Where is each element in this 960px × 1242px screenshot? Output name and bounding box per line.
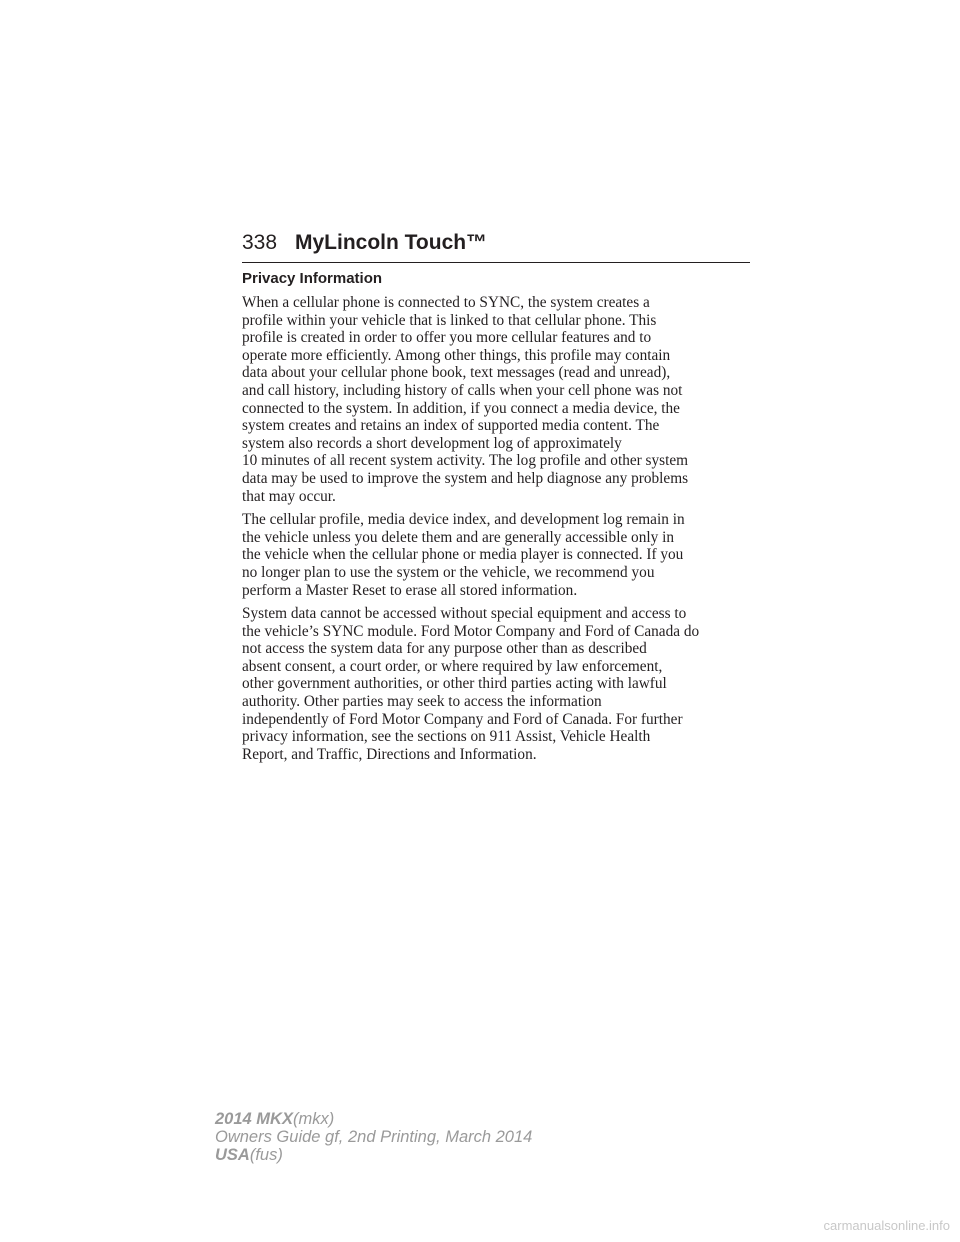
text-line: the vehicle unless you delete them and are generally accessible only in xyxy=(242,528,674,546)
text-line: independently of Ford Motor Company and Ford of Canada. For further xyxy=(242,710,683,728)
footer-line-market xyxy=(215,1146,532,1164)
text-line: The cellular profile, media device index, and development log remain in xyxy=(242,511,685,529)
page-header xyxy=(242,228,750,263)
footer-model-name: 2014 MKX xyxy=(215,1110,293,1128)
document-footer xyxy=(215,1110,532,1164)
text-line: system creates and retains an index of supported media content. The xyxy=(242,417,660,435)
text-line: profile within your vehicle that is linked to that cellular phone. This xyxy=(242,311,657,329)
paragraph-2 xyxy=(242,511,754,599)
footer-line-model xyxy=(215,1110,532,1128)
text-line: privacy information, see the sections on 911 Assist, Vehicle Health xyxy=(242,728,651,746)
page-content xyxy=(242,270,754,769)
page-number: 338 xyxy=(242,231,278,254)
text-line: profile is created in order to offer you more cellular features and to xyxy=(242,329,652,347)
text-line: connected to the system. In addition, if you connect a media device, the xyxy=(242,399,680,417)
text-line: authority. Other parties may seek to access the information xyxy=(242,693,602,711)
section-heading: Privacy Information xyxy=(242,270,383,287)
footer-market-code: (fus) xyxy=(249,1146,283,1164)
text-line: data may be used to improve the system and help diagnose any problems xyxy=(242,469,689,487)
text-line: other government authorities, or other third parties acting with lawful xyxy=(242,675,667,693)
chapter-title: MyLincoln Touch™ xyxy=(295,231,488,254)
paragraph-3 xyxy=(242,605,754,763)
paragraph-1 xyxy=(242,294,754,505)
text-line: operate more efficiently. Among other things, this profile may contain xyxy=(242,346,671,364)
text-line: 10 minutes of all recent system activity. The log profile and other system xyxy=(242,452,689,470)
text-line: Report, and Traffic, Directions and Information. xyxy=(242,745,537,763)
text-line: and call history, including history of calls when your cell phone was not xyxy=(242,381,683,399)
text-line: the vehicle’s SYNC module. Ford Motor Company and Ford of Canada do xyxy=(242,622,700,640)
footer-market-name: USA xyxy=(215,1146,250,1164)
text-line: system also records a short development log of approximately xyxy=(242,434,622,452)
text-line: absent consent, a court order, or where required by law enforcement, xyxy=(242,657,663,675)
text-line: When a cellular phone is connected to SYNC, the system creates a xyxy=(242,294,650,311)
text-line: data about your cellular phone book, text messages (read and unread), xyxy=(242,364,671,382)
text-line: System data cannot be accessed without special equipment and access to xyxy=(242,605,687,623)
watermark-link[interactable]: carmanualsonline.info xyxy=(823,1218,950,1233)
text-line: perform a Master Reset to erase all stored information. xyxy=(242,581,578,599)
footer-model-code: (mkx) xyxy=(292,1110,335,1128)
text-line: that may occur. xyxy=(242,487,336,505)
footer-line-edition: Owners Guide gf, 2nd Printing, March 2014 xyxy=(215,1128,533,1146)
text-line: not access the system data for any purpose other than as described xyxy=(242,640,647,658)
text-line: no longer plan to use the system or the vehicle, we recommend you xyxy=(242,563,655,581)
text-line: the vehicle when the cellular phone or media player is connected. If you xyxy=(242,546,684,564)
